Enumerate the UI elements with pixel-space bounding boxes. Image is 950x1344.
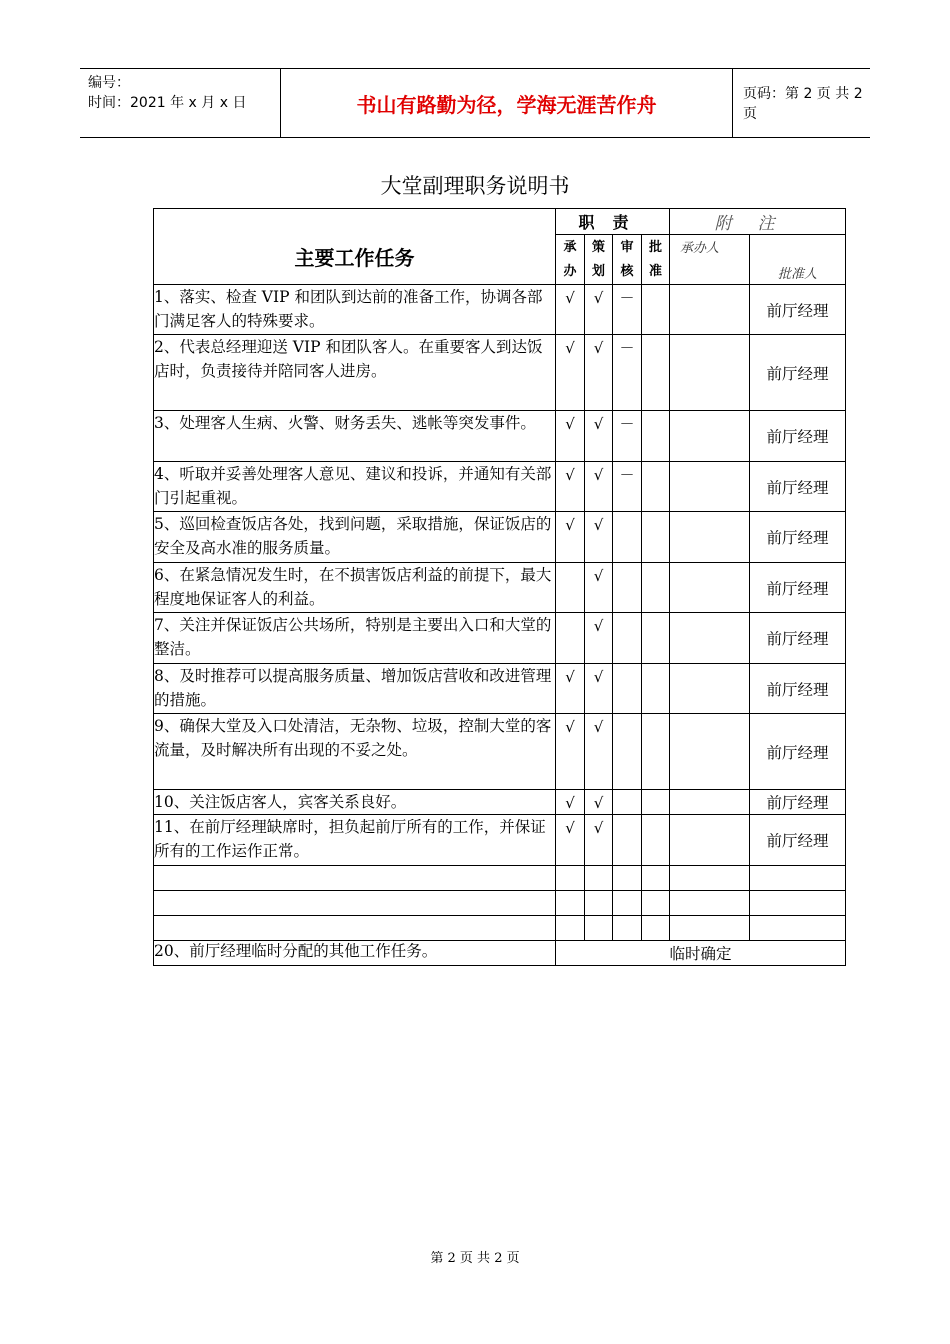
mark-undertake: √	[556, 714, 585, 790]
mark-undertake	[556, 613, 585, 664]
mark-approve	[642, 462, 670, 512]
header-meta	[80, 69, 280, 137]
empty-row	[154, 866, 846, 891]
note-group-header: 附注	[670, 209, 846, 235]
approver-cell: 前厅经理	[750, 512, 846, 563]
mark-approve	[642, 285, 670, 335]
header-motto: 书山有路勤为径，学海无涯苦作舟	[280, 69, 733, 137]
empty-cell	[670, 866, 750, 891]
mark-review	[613, 714, 642, 790]
mark-approve	[642, 512, 670, 563]
table-row	[154, 714, 846, 790]
col-header-handler: 承办人	[670, 235, 750, 285]
mark-plan: √	[585, 462, 613, 512]
mark-undertake	[556, 563, 585, 613]
task-cell: 9、确保大堂及入口处清洁，无杂物、垃圾，控制大堂的客流量，及时解决所有出现的不妥之处。	[154, 714, 556, 790]
empty-row	[154, 891, 846, 916]
mark-undertake: √	[556, 411, 585, 462]
table-row	[154, 411, 846, 462]
approver-cell: 前厅经理	[750, 790, 846, 815]
handler-cell	[670, 815, 750, 866]
empty-cell	[750, 916, 846, 941]
duty-group-header: 职责	[556, 209, 670, 235]
mark-undertake: √	[556, 815, 585, 866]
mark-plan: √	[585, 613, 613, 664]
approver-cell: 前厅经理	[750, 411, 846, 462]
mark-undertake: √	[556, 512, 585, 563]
page-footer: 第 2 页 共 2 页	[430, 1251, 520, 1266]
handler-cell	[670, 563, 750, 613]
handler-cell	[670, 512, 750, 563]
approver-cell: 前厅经理	[750, 285, 846, 335]
empty-cell	[613, 866, 642, 891]
table-row-last	[154, 941, 846, 966]
mark-plan: √	[585, 563, 613, 613]
mark-review: －	[613, 462, 642, 512]
approver-cell: 前厅经理	[750, 714, 846, 790]
empty-cell	[556, 891, 585, 916]
handler-cell	[670, 335, 750, 411]
table-row	[154, 563, 846, 613]
approver-cell: 前厅经理	[750, 613, 846, 664]
mark-undertake: √	[556, 462, 585, 512]
handler-cell	[670, 613, 750, 664]
mark-approve	[642, 335, 670, 411]
empty-cell	[642, 891, 670, 916]
mark-review	[613, 790, 642, 815]
empty-cell	[750, 891, 846, 916]
mark-review	[613, 815, 642, 866]
handler-cell	[670, 664, 750, 714]
mark-review	[613, 563, 642, 613]
task-cell: 1、落实、检查 VIP 和团队到达前的准备工作，协调各部门满足客人的特殊要求。	[154, 285, 556, 335]
empty-cell	[556, 916, 585, 941]
empty-cell	[613, 916, 642, 941]
mark-undertake: √	[556, 285, 585, 335]
mark-plan: √	[585, 815, 613, 866]
task-cell: 8、及时推荐可以提高服务质量、增加饭店营收和改进管理的措施。	[154, 664, 556, 714]
task-cell: 2、代表总经理迎送 VIP 和团队客人。在重要客人到达饭店时，负责接待并陪同客人进房。	[154, 335, 556, 411]
col-header-undertake: 承 办	[556, 235, 585, 285]
col-header-plan: 策 划	[585, 235, 613, 285]
empty-cell	[154, 891, 556, 916]
handler-cell	[670, 411, 750, 462]
empty-cell	[585, 916, 613, 941]
task-cell: 5、巡回检查饭店各处，找到问题，采取措施，保证饭店的安全及高水准的服务质量。	[154, 512, 556, 563]
handler-cell	[670, 790, 750, 815]
handler-cell	[670, 714, 750, 790]
mark-approve	[642, 664, 670, 714]
table-row	[154, 815, 846, 866]
mark-review	[613, 664, 642, 714]
time-label: 时间：2021 年 x 月 x 日	[88, 95, 247, 111]
handler-cell	[670, 285, 750, 335]
mark-approve	[642, 714, 670, 790]
empty-row	[154, 916, 846, 941]
approver-cell: 前厅经理	[750, 815, 846, 866]
table-row	[154, 664, 846, 714]
mark-undertake: √	[556, 664, 585, 714]
task-cell: 7、关注并保证饭店公共场所，特别是主要出入口和大堂的整洁。	[154, 613, 556, 664]
mark-review: －	[613, 335, 642, 411]
table-row	[154, 462, 846, 512]
task-cell: 10、关注饭店客人，宾客关系良好。	[154, 790, 556, 815]
duty-table	[153, 208, 846, 966]
empty-cell	[642, 866, 670, 891]
mark-plan: √	[585, 714, 613, 790]
page-header	[80, 68, 870, 138]
empty-cell	[585, 866, 613, 891]
empty-cell	[154, 916, 556, 941]
table-row	[154, 613, 846, 664]
col-header-review: 审 核	[613, 235, 642, 285]
table-row	[154, 285, 846, 335]
table-row	[154, 335, 846, 411]
table-row	[154, 790, 846, 815]
header-page-info: 页码：第 2 页 共 2 页	[743, 86, 863, 122]
mark-plan: √	[585, 411, 613, 462]
temporary-note-cell: 临时确定	[556, 941, 846, 966]
empty-cell	[585, 891, 613, 916]
task-cell: 20、前厅经理临时分配的其他工作任务。	[154, 941, 556, 966]
empty-cell	[670, 891, 750, 916]
mark-plan: √	[585, 790, 613, 815]
handler-cell	[670, 462, 750, 512]
empty-cell	[556, 866, 585, 891]
task-cell: 4、听取并妥善处理客人意见、建议和投诉，并通知有关部门引起重视。	[154, 462, 556, 512]
mark-review	[613, 613, 642, 664]
mark-undertake: √	[556, 335, 585, 411]
main-task-header: 主要工作任务	[154, 209, 556, 285]
empty-cell	[670, 916, 750, 941]
task-cell: 6、在紧急情况发生时，在不损害饭店利益的前提下，最大程度地保证客人的利益。	[154, 563, 556, 613]
approver-cell: 前厅经理	[750, 563, 846, 613]
table-row	[154, 512, 846, 563]
empty-cell	[642, 916, 670, 941]
number-label: 编号：	[88, 75, 130, 91]
empty-cell	[750, 866, 846, 891]
task-cell: 3、处理客人生病、火警、财务丢失、逃帐等突发事件。	[154, 411, 556, 462]
mark-approve	[642, 563, 670, 613]
mark-plan: √	[585, 664, 613, 714]
mark-approve	[642, 411, 670, 462]
mark-approve	[642, 815, 670, 866]
mark-review: －	[613, 285, 642, 335]
mark-approve	[642, 613, 670, 664]
col-header-approve: 批 准	[642, 235, 670, 285]
empty-cell	[154, 866, 556, 891]
approver-cell: 前厅经理	[750, 335, 846, 411]
mark-review: －	[613, 411, 642, 462]
mark-undertake: √	[556, 790, 585, 815]
mark-plan: √	[585, 285, 613, 335]
mark-approve	[642, 790, 670, 815]
col-header-approver: 批准人	[750, 235, 846, 285]
approver-cell: 前厅经理	[750, 664, 846, 714]
mark-plan: √	[585, 512, 613, 563]
mark-plan: √	[585, 335, 613, 411]
document-title: 大堂副理职务说明书	[380, 174, 570, 198]
approver-cell: 前厅经理	[750, 462, 846, 512]
empty-cell	[613, 891, 642, 916]
mark-review	[613, 512, 642, 563]
task-cell: 11、在前厅经理缺席时，担负起前厅所有的工作，并保证所有的工作运作正常。	[154, 815, 556, 866]
